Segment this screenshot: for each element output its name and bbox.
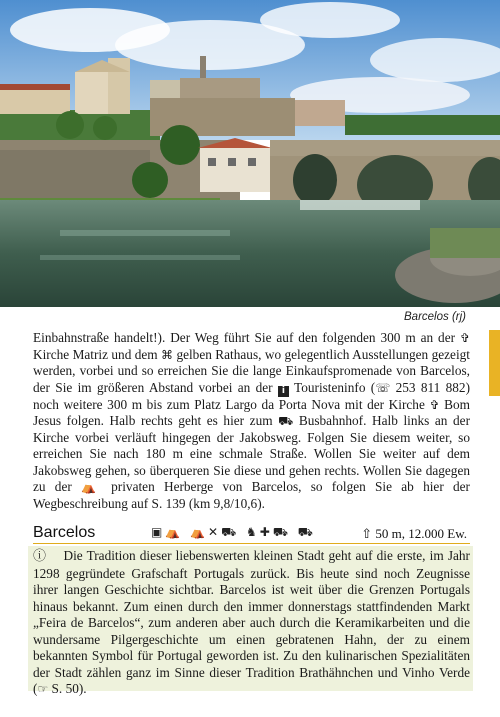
pointing-hand-icon: ☞ bbox=[37, 682, 49, 697]
town-name: Barcelos bbox=[33, 524, 96, 541]
route-text-part-8: privaten Herberge von Barcelos, so folgen Sie ab hier der Wegbeschreibung auf S. 139 (km 9,8/10,6). bbox=[33, 479, 470, 511]
route-text-part-2: Kirche Matriz und dem bbox=[33, 346, 162, 362]
church-icon: ✞ bbox=[459, 331, 470, 345]
route-text-part-5: ) noch weitere 300 m bis zum Platz Largo da Porta Nova mit der Kirche bbox=[33, 379, 471, 412]
photo-illustration bbox=[0, 0, 500, 307]
photo-caption: Barcelos (rj) bbox=[404, 311, 466, 323]
phone-icon: ☏ bbox=[375, 380, 391, 395]
route-text-part-1: Einbahnstraße handelt!). Der Weg führt Sie auf den folgenden 300 m an der bbox=[33, 330, 460, 345]
tourist-info-icon: i bbox=[278, 386, 289, 397]
town-altitude-population: ⇧ 50 m, 12.000 Ew. bbox=[361, 526, 467, 541]
barcelos-photo bbox=[0, 0, 500, 307]
chapter-side-tab bbox=[489, 330, 500, 396]
route-text-part-4: Touristeninfo ( bbox=[288, 379, 376, 395]
town-header bbox=[33, 523, 470, 544]
town-amenity-icons: ▣⛺ ⛺✕⛟ ♞✚⛟ ⛟ bbox=[151, 525, 316, 539]
bus-icon: ⛟ bbox=[278, 414, 294, 429]
phone-number: 253 811 882 bbox=[395, 379, 466, 395]
town-info-text-ref: S. 50). bbox=[48, 681, 87, 697]
town-info-text-main: Die Tradition dieser liebenswerten kleinen Stadt geht auf die erste, im Jahr 1298 gegründete Grafschaft Portugals zurück. Bis heute sind noch Zeugnisse ihrer langen Geschichte sichtbar. Barcelos ist weit über die Grenzen Portugals hinaus bekannt. Zum einen durch den immer donnerstags stattfindenden Markt „Feira de Barcelos“, zum anderen aber auch durch die Keramikarbeiten und die wundersame Pilgergeschichte um einen gebratenen Hahn, der zu einem bekannten Symbol für Portugal geworden ist. Zu den kulinarischen Spezialitäten der Stadt zählen ganz im Sinne dieser Tradition Brathähnchen und Vinho Verde ( bbox=[33, 548, 470, 697]
townhall-icon: ⌘ bbox=[161, 347, 174, 362]
church-icon: ✞ bbox=[429, 397, 440, 412]
route-description bbox=[33, 330, 470, 512]
route-text-part-6: Bom Jesus folgen. Halb rechts geht es hier zum bbox=[33, 396, 470, 429]
route-text-part-7: Busbahnhof. Halb links an der Kirche vorbei verläuft hingegen der Jakobsweg. Folgen Sie diesem weiter, so erreichen Sie nach 180 m eine schmale Straße. Wollen Sie weiter auf dem Jakobsweg gehen, so überqueren Sie diese und gehen rechts. Wollen Sie dagegen zu der bbox=[33, 413, 470, 495]
hostel-icon: ⛺ bbox=[81, 480, 102, 495]
town-info-text bbox=[33, 548, 470, 698]
route-text-part-3: gelben Rathaus, wo gelegentlich Ausstellungen gezeigt werden, vorbei und so erreichen Sie die lange Einkaufspromenade von Barcelos, der Sie im größeren Abstand vorbei an der bbox=[33, 346, 470, 395]
info-circle-icon: ⓘ bbox=[33, 549, 47, 564]
